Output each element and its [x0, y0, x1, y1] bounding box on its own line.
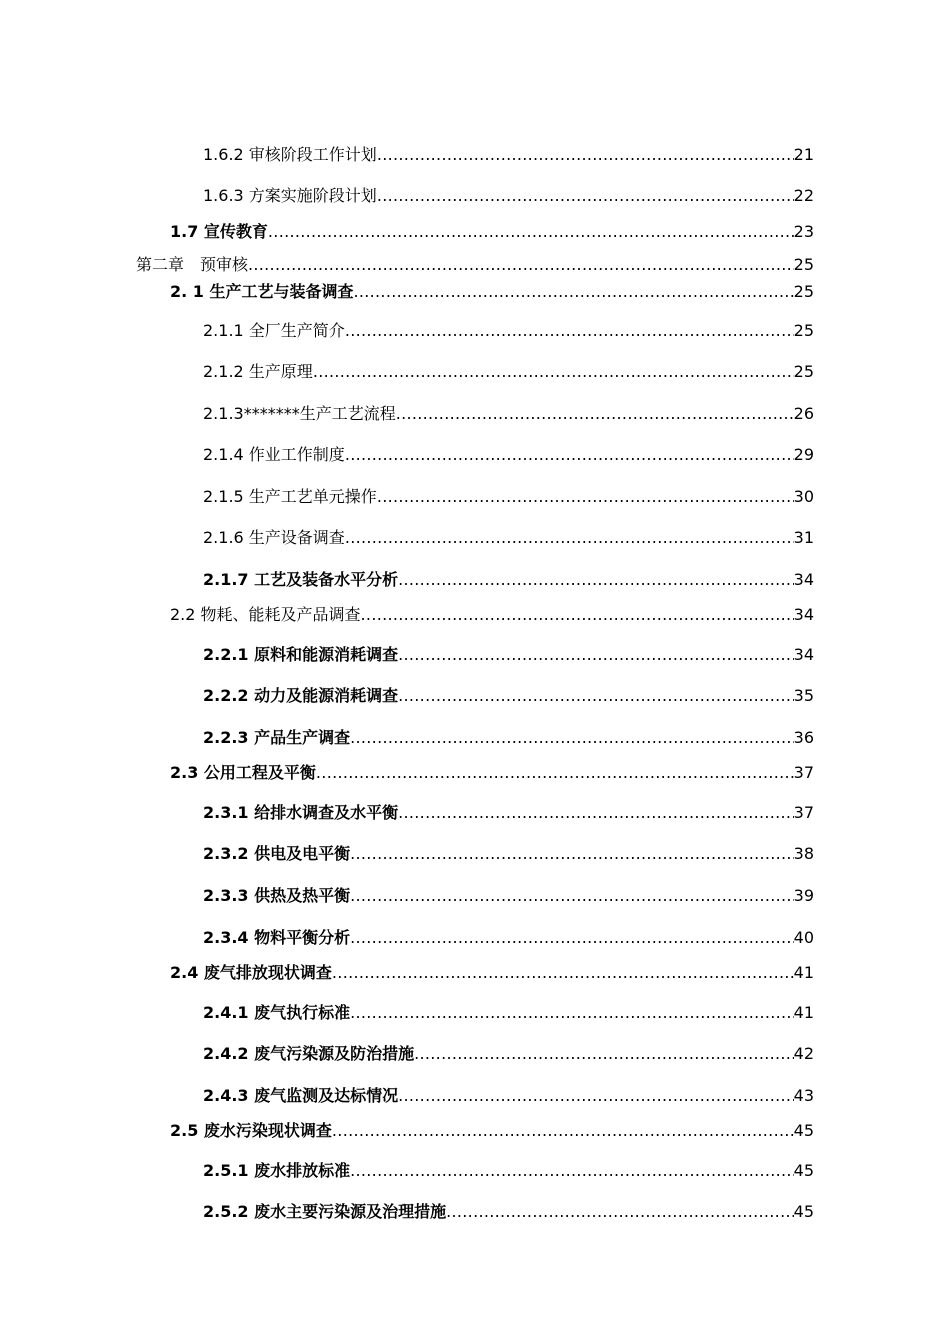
- toc-entry[interactable]: [170, 282, 814, 302]
- toc-dot-leader: [396, 404, 794, 424]
- toc-dot-leader: [350, 728, 794, 748]
- toc-entry-title: 2.5 废水污染现状调查: [170, 1121, 332, 1140]
- toc-entry-title: 1.6.3 方案实施阶段计划: [203, 186, 377, 205]
- toc-entry-title: 2.5.1 废水排放标准: [203, 1161, 351, 1180]
- toc-dot-leader: [345, 445, 794, 465]
- toc-entry[interactable]: [203, 1202, 814, 1222]
- toc-dot-leader: [361, 605, 794, 625]
- toc-entry-page-number: 45: [793, 1121, 814, 1140]
- toc-entry-title: 2.1.6 生产设备调查: [203, 528, 345, 547]
- toc-dot-leader: [350, 844, 794, 864]
- toc-entry-page-number: 29: [793, 445, 814, 464]
- toc-entry-page-number: 34: [793, 645, 814, 664]
- toc-entry-title: 2.3.1 给排水调查及水平衡: [203, 803, 399, 822]
- toc-entry[interactable]: [136, 255, 814, 275]
- toc-entry[interactable]: [170, 963, 814, 983]
- toc-dot-leader: [332, 1121, 794, 1141]
- toc-entry-page-number: 25: [793, 362, 814, 381]
- toc-entry[interactable]: [203, 844, 814, 864]
- toc-dot-leader: [398, 645, 794, 665]
- toc-entry[interactable]: [203, 1003, 814, 1023]
- toc-entry-title: 2.1.2 生产原理: [203, 362, 313, 381]
- toc-entry-title: 2.3 公用工程及平衡: [170, 763, 316, 782]
- toc-entry[interactable]: [203, 362, 814, 382]
- toc-dot-leader: [332, 963, 794, 983]
- toc-entry[interactable]: [203, 645, 814, 665]
- toc-entry-title: 2.2 物耗、能耗及产品调查: [170, 605, 361, 624]
- toc-entry[interactable]: [203, 886, 814, 906]
- toc-entry-page-number: 37: [793, 763, 814, 782]
- toc-dot-leader: [398, 803, 794, 823]
- toc-entry-title: 2.1.3*******生产工艺流程: [203, 404, 396, 423]
- toc-entry[interactable]: [203, 728, 814, 748]
- toc-entry-page-number: 36: [793, 728, 814, 747]
- toc-entry-page-number: 35: [793, 686, 814, 705]
- toc-entry[interactable]: [170, 1121, 814, 1141]
- toc-entry[interactable]: [170, 222, 814, 242]
- toc-dot-leader: [350, 1161, 794, 1181]
- toc-dot-leader: [316, 763, 794, 783]
- toc-entry-title: 2. 1 生产工艺与装备调查: [170, 282, 354, 301]
- toc-entry[interactable]: [203, 1161, 814, 1181]
- toc-entry-page-number: 42: [793, 1044, 814, 1063]
- toc-dot-leader: [345, 321, 794, 341]
- toc-entry[interactable]: [203, 321, 814, 341]
- toc-entry-title: 2.3.3 供热及热平衡: [203, 886, 351, 905]
- toc-entry-page-number: 45: [793, 1161, 814, 1180]
- toc-entry-title: 2.5.2 废水主要污染源及治理措施: [203, 1202, 447, 1221]
- toc-entry-page-number: 26: [793, 404, 814, 423]
- toc-entry-title: 2.4 废气排放现状调查: [170, 963, 332, 982]
- toc-dot-leader: [414, 1044, 794, 1064]
- toc-entry[interactable]: [203, 487, 814, 507]
- toc-entry-title: 2.2.1 原料和能源消耗调查: [203, 645, 399, 664]
- toc-dot-leader: [377, 145, 794, 165]
- toc-entry-page-number: 31: [793, 528, 814, 547]
- toc-entry[interactable]: [203, 928, 814, 948]
- toc-entry[interactable]: [203, 686, 814, 706]
- toc-entry[interactable]: [203, 1044, 814, 1064]
- toc-dot-leader: [350, 1003, 794, 1023]
- toc-entry[interactable]: [203, 145, 814, 165]
- toc-entry-title: 2.2.3 产品生产调查: [203, 728, 351, 747]
- toc-entry[interactable]: [203, 186, 814, 206]
- toc-entry-page-number: 38: [793, 844, 814, 863]
- toc-entry-title: 2.3.2 供电及电平衡: [203, 844, 351, 863]
- toc-entry-page-number: 25: [793, 321, 814, 340]
- toc-entry[interactable]: [170, 605, 814, 625]
- toc-entry-page-number: 21: [793, 145, 814, 164]
- toc-entry-page-number: 34: [793, 570, 814, 589]
- toc-dot-leader: [248, 255, 794, 275]
- toc-entry-page-number: 30: [793, 487, 814, 506]
- toc-dot-leader: [377, 487, 794, 507]
- toc-entry[interactable]: [170, 763, 814, 783]
- toc-dot-leader: [446, 1202, 794, 1222]
- toc-entry-title: 2.1.5 生产工艺单元操作: [203, 487, 377, 506]
- toc-entry-title: 2.4.3 废气监测及达标情况: [203, 1086, 399, 1105]
- toc-entry-title: 2.4.2 废气污染源及防治措施: [203, 1044, 415, 1063]
- toc-entry[interactable]: [203, 570, 814, 590]
- toc-entry-page-number: 23: [793, 222, 814, 241]
- toc-entry-page-number: 41: [793, 963, 814, 982]
- toc-entry[interactable]: [203, 404, 814, 424]
- toc-entry[interactable]: [203, 528, 814, 548]
- toc-dot-leader: [354, 282, 794, 302]
- toc-entry-title: 2.1.1 全厂生产简介: [203, 321, 345, 340]
- toc-entry-title: 2.1.7 工艺及装备水平分析: [203, 570, 399, 589]
- toc-dot-leader: [398, 686, 794, 706]
- toc-entry-page-number: 25: [793, 255, 814, 274]
- toc-entry-page-number: 39: [793, 886, 814, 905]
- toc-entry-page-number: 37: [793, 803, 814, 822]
- toc-entry-title: 2.1.4 作业工作制度: [203, 445, 345, 464]
- toc-entry-title: 1.7 宣传教育: [170, 222, 268, 241]
- toc-entry-title: 1.6.2 审核阶段工作计划: [203, 145, 377, 164]
- toc-dot-leader: [350, 886, 794, 906]
- toc-entry-page-number: 45: [793, 1202, 814, 1221]
- toc-dot-leader: [268, 222, 794, 242]
- toc-entry-page-number: 40: [793, 928, 814, 947]
- toc-entry[interactable]: [203, 803, 814, 823]
- toc-entry-title: 2.2.2 动力及能源消耗调查: [203, 686, 399, 705]
- toc-dot-leader: [350, 928, 794, 948]
- toc-entry-title: 2.3.4 物料平衡分析: [203, 928, 351, 947]
- toc-dot-leader: [377, 186, 794, 206]
- toc-dot-leader: [345, 528, 794, 548]
- toc-dot-leader: [398, 1086, 794, 1106]
- toc-dot-leader: [398, 570, 794, 590]
- toc-entry-page-number: 43: [793, 1086, 814, 1105]
- toc-entry-page-number: 22: [793, 186, 814, 205]
- toc-dot-leader: [313, 362, 794, 382]
- toc-entry-page-number: 34: [793, 605, 814, 624]
- toc-entry[interactable]: [203, 445, 814, 465]
- toc-entry[interactable]: [203, 1086, 814, 1106]
- toc-entry-page-number: 41: [793, 1003, 814, 1022]
- toc-entry-title: 2.4.1 废气执行标准: [203, 1003, 351, 1022]
- toc-entry-page-number: 25: [793, 282, 814, 301]
- toc-entry-title: 第二章 预审核: [136, 255, 249, 274]
